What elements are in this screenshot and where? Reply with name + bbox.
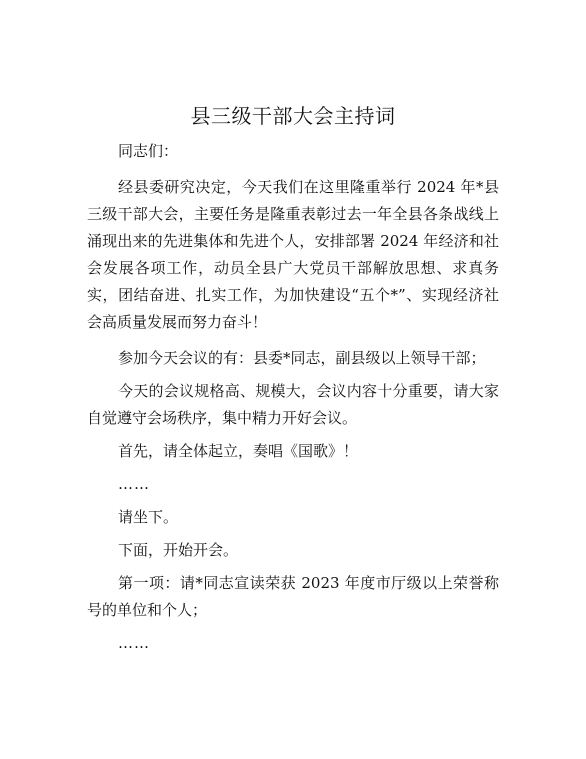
document-title: 县三级干部大会主持词 <box>190 104 396 128</box>
ellipsis-paragraph: …… <box>118 475 150 493</box>
agenda-item-1-paragraph: 第一项：请*同志宣读荣获 2023 年度市厅级以上荣誉称号的单位和个人； <box>87 574 499 619</box>
sit-down-paragraph: 请坐下。 <box>118 508 179 526</box>
ellipsis-paragraph: …… <box>118 634 150 652</box>
anthem-paragraph: 首先，请全体起立，奏唱《国歌》！ <box>118 442 359 460</box>
attendees-paragraph: 参加今天会议的有：县委*同志，副县级以上领导干部； <box>118 349 486 367</box>
document-body <box>87 138 499 663</box>
salutation-paragraph: 同志们： <box>118 142 179 160</box>
opening-paragraph: 经县委研究决定，今天我们在这里隆重举行 2024 年*县三级干部大会，主要任务是隆重表彰过去一年全县各条战线上涌现出来的先进集体和先进个人，安排部署 2024 年经济和社会发展各项工作，动员全县广大党员干部解放思想、求真务实，团结奋进、扎实工作，为加快建设“五个*”、实现经济社会高质量发展而努力奋斗！ <box>87 178 499 331</box>
start-meeting-paragraph: 下面，开始开会。 <box>118 541 239 559</box>
discipline-paragraph: 今天的会议规格高、规模大，会议内容十分重要，请大家自觉遵守会场秩序，集中精力开好会议。 <box>87 382 499 427</box>
